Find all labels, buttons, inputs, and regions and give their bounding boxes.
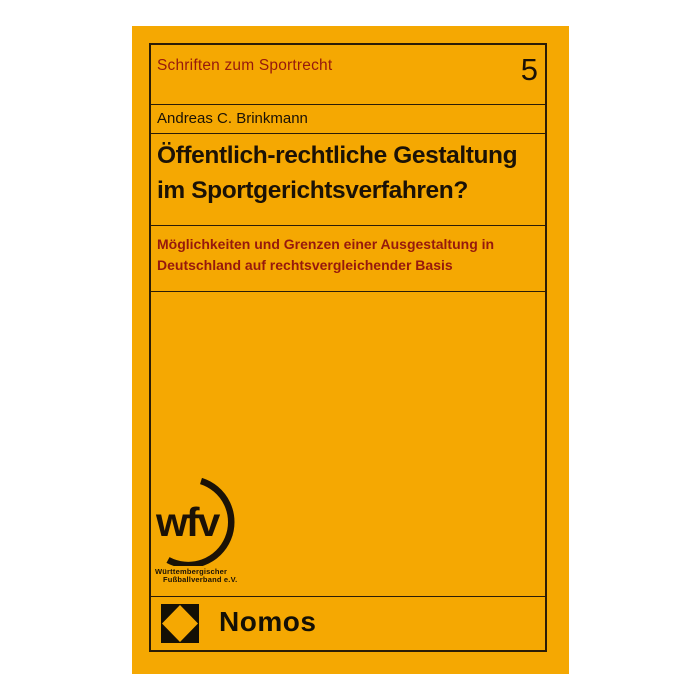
series-title: Schriften zum Sportrecht (157, 57, 333, 74)
publisher-name: Nomos (219, 605, 317, 637)
book-cover (132, 26, 569, 674)
wfv-org-line-1: Württembergischer (155, 567, 228, 576)
wfv-org-name (155, 568, 245, 584)
book-title-line-1: Öffentlich-rechtliche Gestaltung (157, 142, 518, 169)
wfv-org-line-2: Fußballverband e.V. (163, 575, 238, 584)
author-name: Andreas C. Brinkmann (157, 110, 308, 127)
cover-frame (149, 43, 547, 652)
book-title-line-2: im Sportgerichtsverfahren? (157, 177, 468, 204)
cover-main-area (151, 291, 545, 596)
wfv-logo (155, 478, 245, 584)
book-subtitle (151, 225, 545, 291)
volume-number: 5 (520, 52, 538, 87)
book-subtitle-line-2: Deutschland auf rechtsvergleichender Basis (157, 257, 453, 273)
series-row (151, 45, 545, 104)
publisher-row (151, 596, 545, 650)
book-title (151, 133, 545, 225)
wfv-acronym: wfv (156, 499, 219, 545)
wfv-swoosh-icon (155, 478, 245, 566)
author-row (151, 104, 545, 133)
book-subtitle-line-1: Möglichkeiten und Grenzen einer Ausgestaltung in (157, 236, 495, 252)
nomos-diamond-icon (161, 604, 199, 643)
